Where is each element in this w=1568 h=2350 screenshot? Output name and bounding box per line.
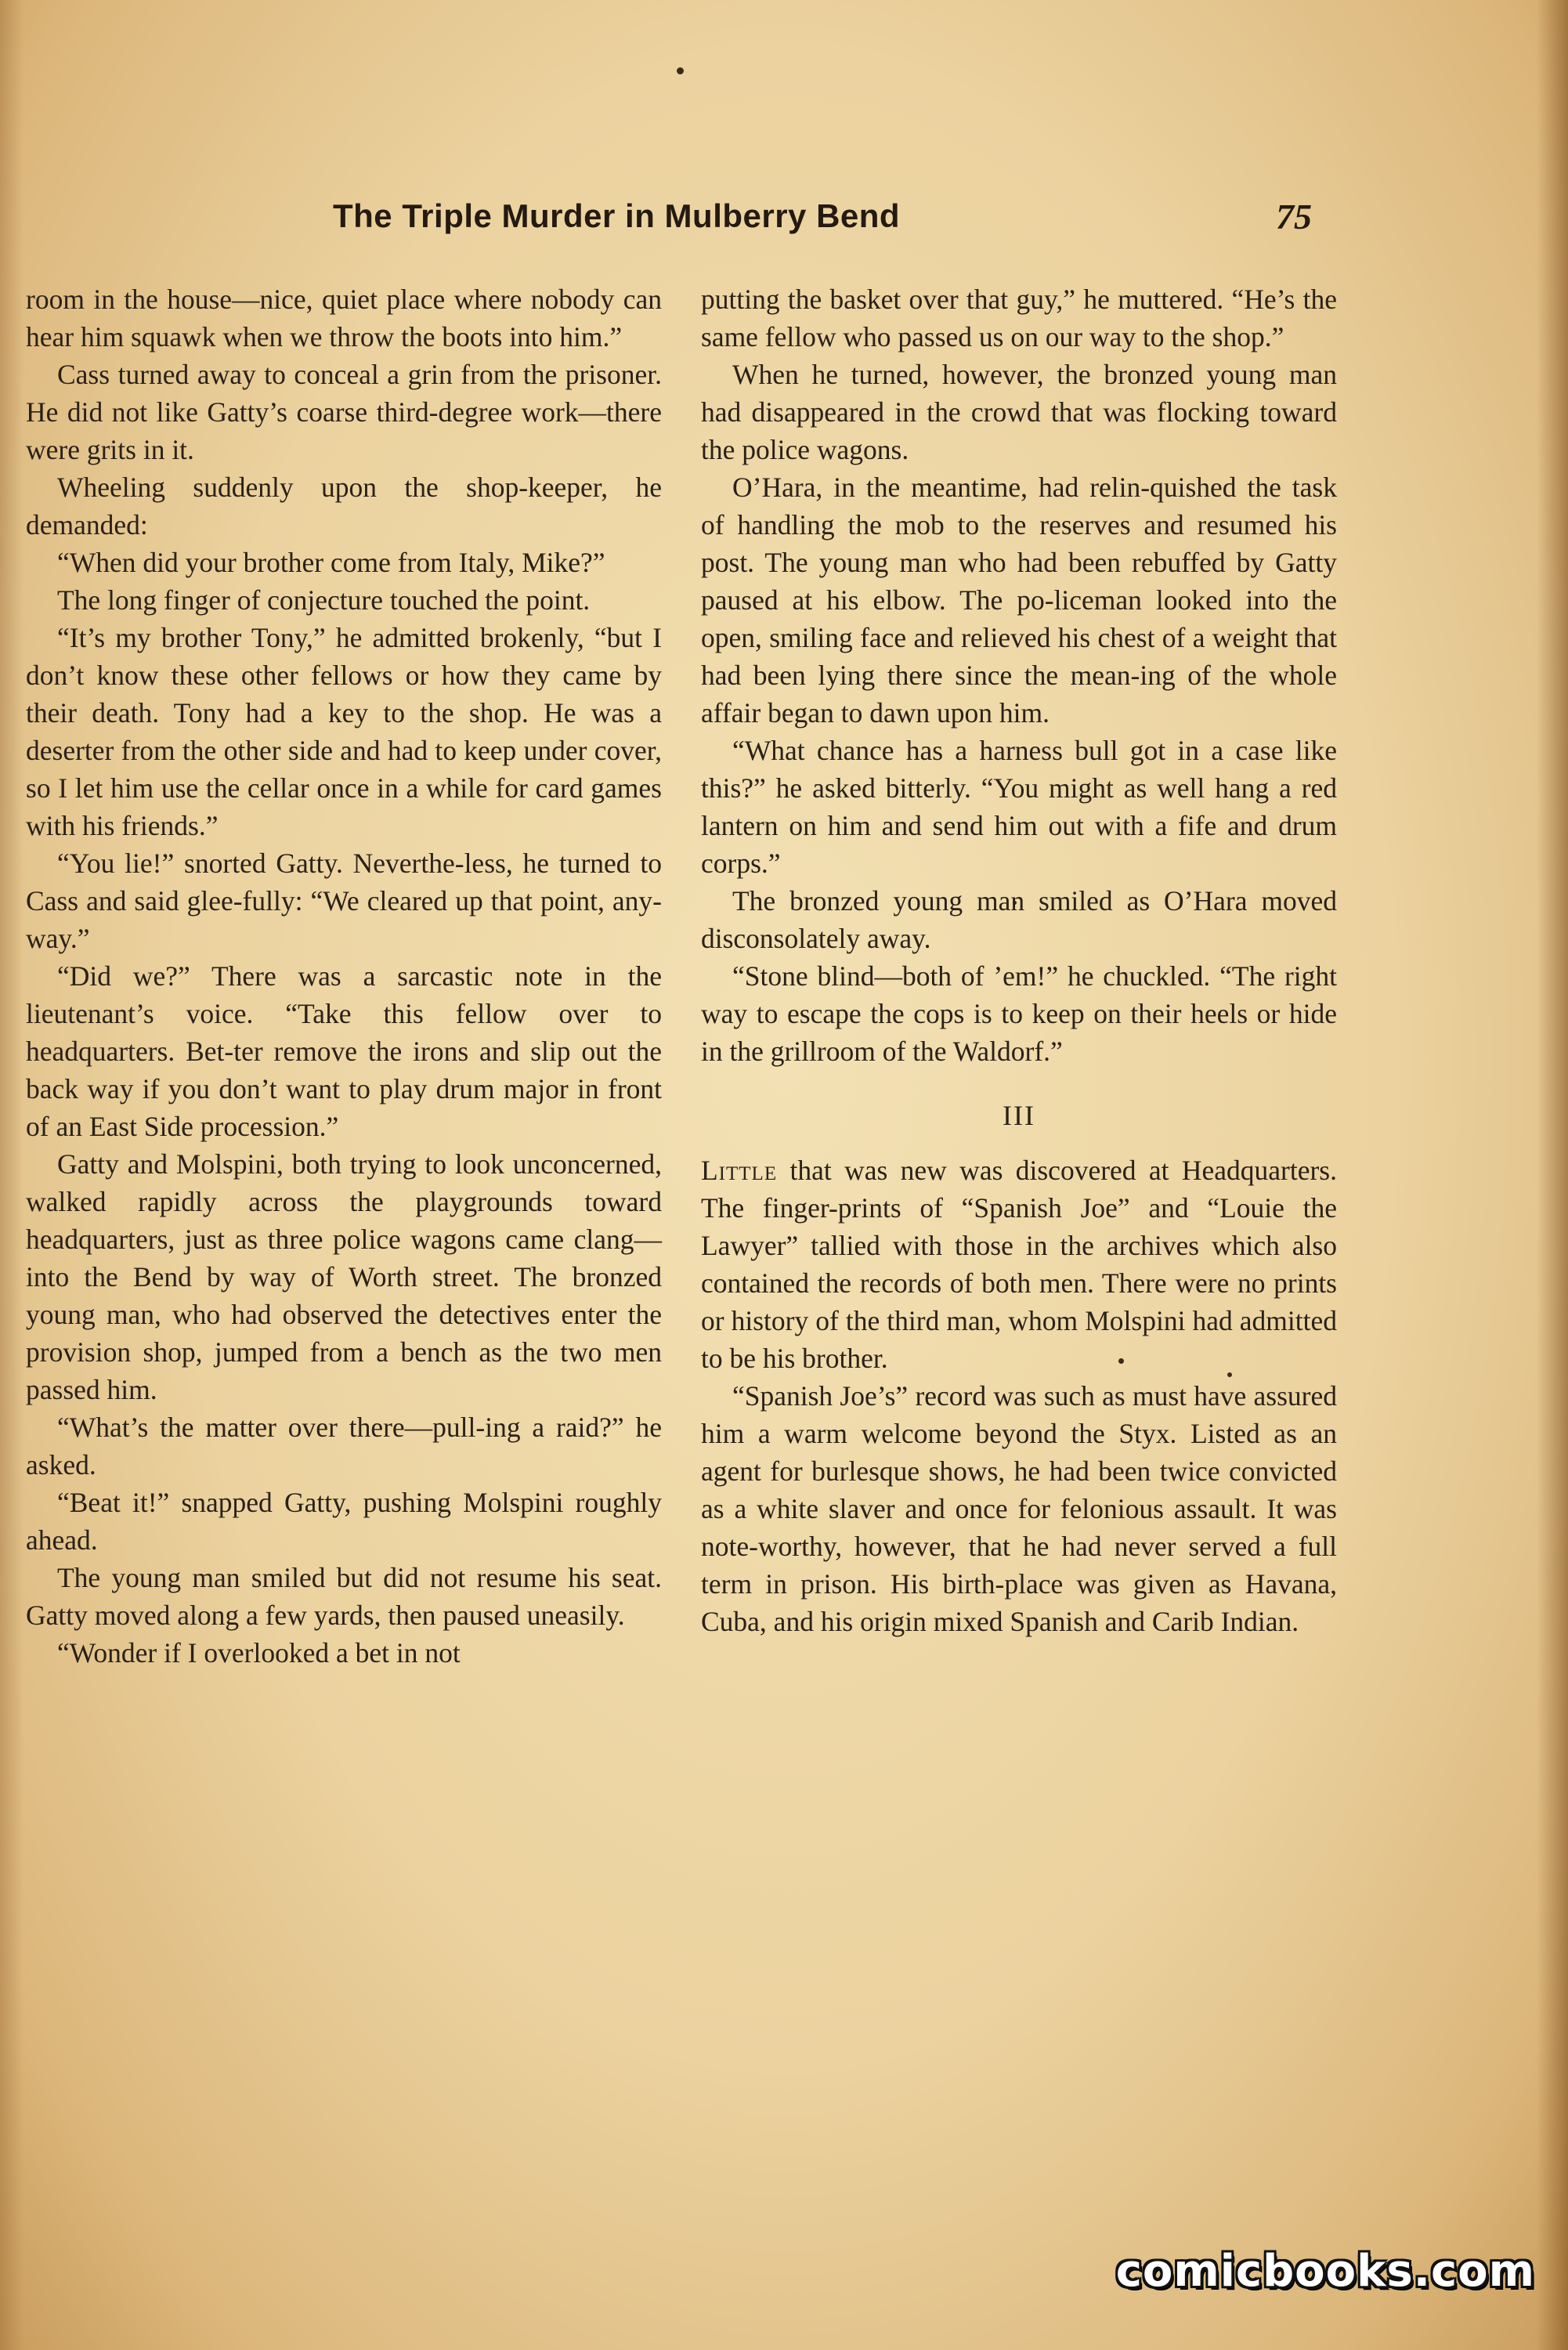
- paragraph: “It’s my brother Tony,” he admitted brokenly, “but I don’t know these other fellows or how they came by their death. Tony had a key to the shop. He was a deserter from the other side and had to keep under cover, so I let him use the cellar once in a while for card games with his friends.”: [26, 622, 662, 841]
- left-text-column: [26, 280, 662, 1672]
- page-number: 75: [1276, 197, 1312, 237]
- section-heading: III: [1003, 1100, 1035, 1131]
- paragraph: “Stone blind—both of ’em!” he chuckled. “The right way to escape the cops is to keep on their heels or hide in the grillroom of the Waldorf.”: [701, 960, 1337, 1067]
- paragraph: “Beat it!” snapped Gatty, pushing Molspini roughly ahead.: [26, 1487, 662, 1556]
- paragraph: “You lie!” snorted Gatty. Neverthe-less, he turned to Cass and said glee-fully: “We cleared up that point, any-way.”: [26, 848, 662, 954]
- paragraph: “Spanish Joe’s” record was such as must have assured him a warm welcome beyond the Styx. Listed as an agent for burlesque shows, he had been twice convicted as a white slaver and once for felonious assault. It was note-worthy, however, that he had never served a full term in prison. His birth-place was given as Havana, Cuba, and his origin mixed Spanish and Carib Indian.: [701, 1380, 1337, 1637]
- paragraph: “What chance has a harness bull got in a case like this?” he asked bitterly. “You might as well hang a red lantern on him and send him out with a fife and drum corps.”: [701, 735, 1337, 879]
- ink-speck: [677, 67, 684, 74]
- section-first-word: Little: [701, 1155, 778, 1186]
- paragraph: “Did we?” There was a sarcastic note in the lieutenant’s voice. “Take this fellow over to headquarters. Bet-ter remove the irons and slip out the back way if you don’t want to play drum major in front of an East Side procession.”: [26, 960, 662, 1142]
- page-header: [333, 197, 1312, 244]
- paragraph: Wheeling suddenly upon the shop-keeper, he demanded:: [26, 472, 662, 540]
- paragraph: Gatty and Molspini, both trying to look unconcerned, walked rapidly across the playgrounds toward headquarters, just as three police wagons came clang—into the Bend by way of Worth street. The bronzed young man, who had observed the detectives enter the provision shop, jumped from a bench as the two men passed him.: [26, 1148, 662, 1405]
- section-first-rest: that was new was discovered at Headquarters. The finger-prints of “Spanish Joe” and “Louie the Lawyer” tallied with those in the archives which also contained the records of both men. There were no prints or history of the third man, whom Molspini had admitted to be his brother.: [701, 1155, 1337, 1374]
- paragraph: The young man smiled but did not resume his seat. Gatty moved along a few yards, then paused uneasily.: [26, 1562, 662, 1631]
- paragraph: O’Hara, in the meantime, had relin-quished the task of handling the mob to the reserves and resumed his post. The young man who had been rebuffed by Gatty paused at his elbow. The po-liceman looked into the open, smiling face and relieved his chest of a weight that had been lying there since the mean-ing of the whole affair began to dawn upon him.: [701, 472, 1337, 728]
- paragraph: “When did your brother come from Italy, Mike?”: [57, 547, 605, 578]
- right-text-column: [701, 280, 1337, 1640]
- paragraph: Cass turned away to conceal a grin from the prisoner. He did not like Gatty’s coarse third-degree work—there were grits in it.: [26, 359, 662, 465]
- page-left-edge-shadow: [0, 0, 23, 2350]
- paragraph: room in the house—nice, quiet place where nobody can hear him squawk when we throw the boots into him.”: [26, 284, 662, 352]
- paragraph: When he turned, however, the bronzed young man had disappeared in the crowd that was flocking toward the police wagons.: [701, 359, 1337, 465]
- paragraph: The long finger of conjecture touched the point.: [57, 584, 591, 616]
- paragraph: “Wonder if I overlooked a bet in not: [57, 1637, 461, 1668]
- paragraph: The bronzed young man smiled as O’Hara moved disconsolately away.: [701, 885, 1337, 954]
- page-right-edge-shadow: [1537, 0, 1568, 2350]
- paragraph: “What’s the matter over there—pull-ing a raid?” he asked.: [26, 1412, 662, 1480]
- section-opening-paragraph: [701, 1152, 1337, 1377]
- running-title: The Triple Murder in Mulberry Bend: [333, 197, 901, 234]
- watermark-logo: comicbooks.com: [1115, 2246, 1535, 2297]
- paragraph: putting the basket over that guy,” he muttered. “He’s the same fellow who passed us on our way to the shop.”: [701, 284, 1337, 352]
